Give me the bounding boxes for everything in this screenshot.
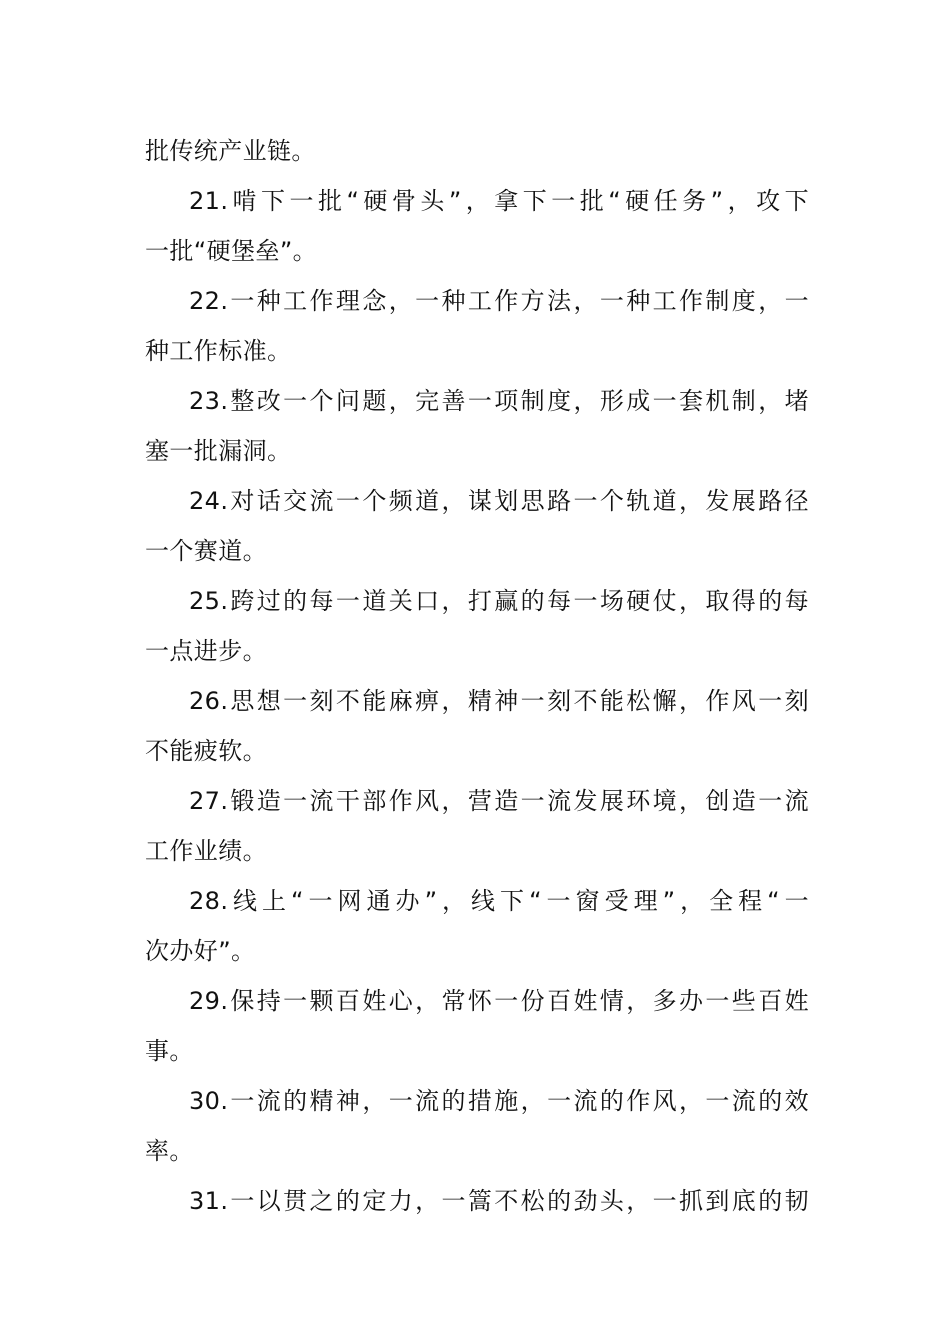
text-line: 25.跨过的每一道关口，打赢的每一场硬仗，取得的每: [189, 587, 809, 615]
text-line: 不能疲软。: [145, 737, 267, 765]
text-line: 26.思想一刻不能麻痹，精神一刻不能松懈，作风一刻: [189, 687, 809, 715]
text-line: 批传统产业链。: [145, 137, 316, 165]
text-line: 塞一批漏洞。: [145, 437, 292, 465]
text-line: 28.线上“一网通办”，线下“一窗受理”，全程“一: [189, 887, 809, 915]
text-line: 22.一种工作理念，一种工作方法，一种工作制度，一: [189, 287, 809, 315]
text-line: 23.整改一个问题，完善一项制度，形成一套机制，堵: [189, 387, 809, 415]
text-line: 29.保持一颗百姓心，常怀一份百姓情，多办一些百姓: [189, 987, 809, 1015]
text-line: 一个赛道。: [145, 537, 267, 565]
text-line: 工作业绩。: [145, 837, 267, 865]
text-line: 21.啃下一批“硬骨头”，拿下一批“硬任务”，攻下: [189, 187, 809, 215]
text-line: 一批“硬堡垒”。: [145, 237, 318, 265]
text-line: 一点进步。: [145, 637, 267, 665]
text-line: 次办好”。: [145, 937, 256, 965]
text-line: 31.一以贯之的定力，一篙不松的劲头，一抓到底的韧: [189, 1187, 809, 1215]
text-line: 种工作标准。: [145, 337, 292, 365]
text-line: 事。: [145, 1037, 194, 1065]
text-line: 27.锻造一流干部作风，营造一流发展环境，创造一流: [189, 787, 809, 815]
text-line: 率。: [145, 1137, 194, 1165]
text-line: 24.对话交流一个频道，谋划思路一个轨道，发展路径: [189, 487, 809, 515]
document-body: [145, 126, 809, 1226]
text-line: 30.一流的精神，一流的措施，一流的作风，一流的效: [189, 1087, 809, 1115]
